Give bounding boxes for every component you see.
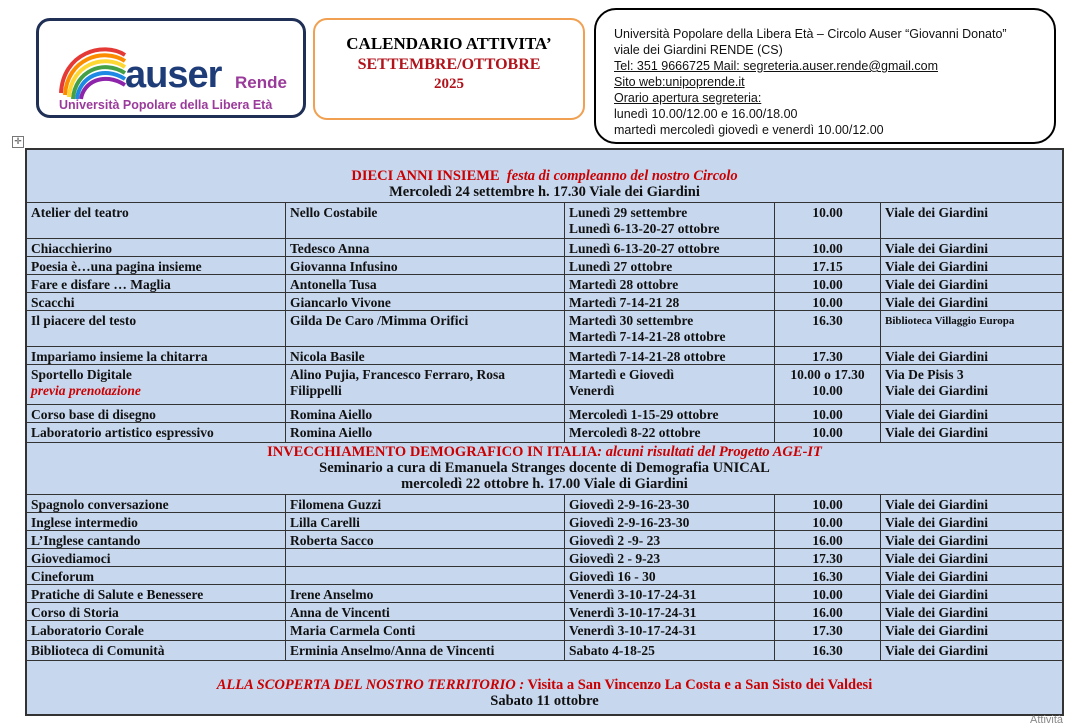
place-cell <box>881 513 1062 530</box>
title-box <box>313 18 585 120</box>
dates-cell <box>565 257 775 274</box>
time-cell <box>775 311 881 346</box>
banner2-title: INVECCHIAMENTO DEMOGRAFICO IN ITALIA <box>267 444 598 460</box>
course-cell <box>27 549 286 566</box>
time-cell <box>775 549 881 566</box>
place-cell <box>881 405 1062 422</box>
dates-cell <box>565 203 775 238</box>
dates-cell-text: Giovedì 2 -9- 23 <box>569 533 661 548</box>
place-cell-text: Viale dei Giardini <box>885 605 989 620</box>
info-line6: lunedì 10.00/12.00 e 16.00/18.00 <box>614 107 798 121</box>
dates-cell <box>565 405 775 422</box>
time-cell <box>775 275 881 292</box>
course-cell-text: Corso di Storia <box>31 605 119 620</box>
place-cell <box>881 603 1062 620</box>
place-cell <box>881 549 1062 566</box>
logo-box <box>36 18 306 118</box>
course-cell-text: Spagnolo conversazione <box>31 497 169 512</box>
course-cell <box>27 531 286 548</box>
table-move-handle-icon[interactable]: ✛ <box>12 136 24 148</box>
place-cell-text: Via De Pisis 3 <box>885 367 964 382</box>
teacher-cell-text: Maria Carmela Conti <box>290 623 416 638</box>
teacher-cell <box>286 531 565 548</box>
course-cell-text: Giovediamoci <box>31 551 111 566</box>
place-cell-text: Viale dei Giardini <box>885 623 989 638</box>
banner3-title: ALLA SCOPERTA DEL NOSTRO TERRITORIO : <box>216 677 525 693</box>
time-cell-text: 17.30 <box>812 349 843 364</box>
course-cell-text: Poesia è…una pagina insieme <box>31 259 202 274</box>
teacher-cell <box>286 423 565 442</box>
time-cell <box>775 423 881 442</box>
time-cell-text: 16.30 <box>812 643 843 658</box>
banner-anniversary <box>27 168 1062 200</box>
teacher-cell <box>286 203 565 238</box>
table-row <box>27 274 1062 292</box>
teacher-cell-text: Filomena Guzzi <box>290 497 382 512</box>
dates-cell <box>565 311 775 346</box>
info-line3[interactable]: Tel: 351 9666725 Mail: segreteria.auser.rende@gmail.com <box>614 59 938 73</box>
dates-cell-text: Lunedì 27 ottobre <box>569 259 673 274</box>
table-row <box>27 422 1062 442</box>
table-row <box>27 404 1062 422</box>
place-cell-text: Viale dei Giardini <box>885 349 989 364</box>
banner1-title: DIECI ANNI INSIEME <box>351 168 500 184</box>
teacher-cell <box>286 239 565 256</box>
dates-cell <box>565 513 775 530</box>
info-line1: Università Popolare della Libera Età – Circolo Auser “Giovanni Donato” <box>614 27 1007 41</box>
table-row <box>27 548 1062 566</box>
dates-cell-text: Sabato 4-18-25 <box>569 643 655 658</box>
place-cell <box>881 621 1062 640</box>
dates-cell <box>565 531 775 548</box>
teacher-cell-text: Gilda De Caro /Mimma Orifici <box>290 313 469 328</box>
dates-cell <box>565 641 775 660</box>
dates-cell-text: Martedì 7-14-21-28 ottobre <box>569 329 726 344</box>
dates-cell-text: Mercoledì 8-22 ottobre <box>569 425 701 440</box>
table-row <box>27 620 1062 640</box>
title-line1: CALENDARIO ATTIVITA’ <box>346 34 552 53</box>
teacher-cell-text: Erminia Anselmo/Anna de Vincenti <box>290 643 495 658</box>
teacher-cell-text: Alino Pujia, Francesco Ferraro, Rosa <box>290 367 505 382</box>
course-cell-text: Atelier del teatro <box>31 205 129 220</box>
teacher-cell <box>286 603 565 620</box>
course-cell-text: Scacchi <box>31 295 75 310</box>
dates-cell-text: Martedì e Giovedì <box>569 367 674 382</box>
teacher-cell <box>286 585 565 602</box>
table-row <box>27 364 1062 404</box>
course-cell-text: Inglese intermedio <box>31 515 138 530</box>
teacher-cell-text: Giancarlo Vivone <box>290 295 391 310</box>
time-cell-text: 10.00 <box>812 295 843 310</box>
banner2-title-italic: : alcuni risultati del Progetto AGE-IT <box>597 444 822 460</box>
time-cell <box>775 531 881 548</box>
course-cell <box>27 621 286 640</box>
dates-cell-text: Giovedì 2 - 9-23 <box>569 551 661 566</box>
place-cell <box>881 365 1062 404</box>
dates-cell-text: Lunedì 29 settembre <box>569 205 688 220</box>
table-row <box>27 238 1062 256</box>
banner-trip <box>27 660 1062 709</box>
course-cell-text: Il piacere del testo <box>31 313 137 328</box>
table-row <box>27 256 1062 274</box>
course-cell-text: Impariamo insieme la chitarra <box>31 349 208 364</box>
dates-cell-text: Martedì 7-14-21-28 ottobre <box>569 349 726 364</box>
info-line4[interactable]: Sito web:unipoprende.it <box>614 75 745 89</box>
course-cell <box>27 641 286 660</box>
title-line3: 2025 <box>434 76 464 92</box>
course-cell <box>27 495 286 512</box>
table-row <box>27 602 1062 620</box>
teacher-cell <box>286 347 565 364</box>
place-cell-text: Viale dei Giardini <box>885 205 989 220</box>
time-cell-text: 10.00 <box>812 241 843 256</box>
teacher-cell-text: Irene Anselmo <box>290 587 374 602</box>
rainbow-arc-icon <box>53 33 133 103</box>
time-cell-text: 10.00 <box>812 587 843 602</box>
logo-city: Rende <box>235 73 287 92</box>
info-line5: Orario apertura segreteria: <box>614 91 762 105</box>
course-cell-text: Sportello Digitale <box>31 367 132 382</box>
course-cell-text: Corso base di disegno <box>31 407 156 422</box>
teacher-cell-text: Anna de Vincenti <box>290 605 390 620</box>
dates-cell-text: Lunedì 6-13-20-27 ottobre <box>569 241 720 256</box>
place-cell <box>881 257 1062 274</box>
place-cell-text: Viale dei Giardini <box>885 259 989 274</box>
teacher-cell-text: Lilla Carelli <box>290 515 360 530</box>
time-cell <box>775 203 881 238</box>
dates-cell-text: Giovedì 2-9-16-23-30 <box>569 515 690 530</box>
course-cell-text: Cineforum <box>31 569 94 584</box>
dates-cell <box>565 549 775 566</box>
time-cell <box>775 513 881 530</box>
dates-cell <box>565 603 775 620</box>
course-cell-text: Pratiche di Salute e Benessere <box>31 587 204 602</box>
course-cell <box>27 365 286 404</box>
place-cell-text: Viale dei Giardini <box>885 295 989 310</box>
course-cell <box>27 405 286 422</box>
place-cell <box>881 567 1062 584</box>
dates-cell-text: Martedì 7-14-21 28 <box>569 295 680 310</box>
teacher-cell-text: Giovanna Infusino <box>290 259 398 274</box>
contact-info-box <box>594 8 1056 144</box>
time-cell-text: 10.00 <box>812 277 843 292</box>
time-cell-text: 10.00 <box>812 497 843 512</box>
time-cell <box>775 365 881 404</box>
time-cell <box>775 621 881 640</box>
place-cell <box>881 293 1062 310</box>
time-cell-text: 10.00 <box>812 515 843 530</box>
place-cell-text: Viale dei Giardini <box>885 569 989 584</box>
time-cell-text: 17.15 <box>812 259 843 274</box>
banner2-line2: Seminario a cura di Emanuela Stranges docente di Demografia UNICAL <box>319 460 770 476</box>
dates-cell <box>565 423 775 442</box>
time-cell-text: 16.30 <box>812 569 843 584</box>
teacher-cell-text: Romina Aiello <box>290 407 373 422</box>
course-cell <box>27 585 286 602</box>
time-cell-text: 16.00 <box>812 533 843 548</box>
time-cell <box>775 603 881 620</box>
footer-note: Attività <box>1030 714 1064 726</box>
teacher-cell-text: Romina Aiello <box>290 425 373 440</box>
dates-cell-text: Martedì 30 settembre <box>569 313 694 328</box>
teacher-cell-text: Filippelli <box>290 383 342 398</box>
dates-cell-text: Martedì 28 ottobre <box>569 277 679 292</box>
place-cell-text: Viale dei Giardini <box>885 587 989 602</box>
teacher-cell <box>286 275 565 292</box>
place-cell <box>881 585 1062 602</box>
time-cell <box>775 641 881 660</box>
schedule-table <box>25 148 1064 716</box>
place-cell <box>881 203 1062 238</box>
course-cell <box>27 293 286 310</box>
banner1-subtitle-italic: festa di compleanno del nostro Circolo <box>506 168 738 184</box>
dates-cell <box>565 293 775 310</box>
logo-subtitle: Università Popolare della Libera Età <box>59 98 273 112</box>
dates-cell <box>565 275 775 292</box>
course-cell <box>27 603 286 620</box>
course-cell-text: Laboratorio artistico espressivo <box>31 425 214 440</box>
time-cell-text: 16.00 <box>812 605 843 620</box>
banner2-line3: mercoledì 22 ottobre h. 17.00 Viale di Giardini <box>401 476 688 492</box>
dates-cell-text: Mercoledì 1-15-29 ottobre <box>569 407 719 422</box>
time-cell-text: 17.30 <box>812 623 843 638</box>
dates-cell-text: Venerdì 3-10-17-24-31 <box>569 587 697 602</box>
teacher-cell <box>286 621 565 640</box>
table-row <box>27 640 1062 660</box>
dates-cell-text: Venerdì 3-10-17-24-31 <box>569 623 697 638</box>
teacher-cell <box>286 293 565 310</box>
dates-cell-text: Giovedì 16 - 30 <box>569 569 656 584</box>
course-cell-text: Chiacchierino <box>31 241 112 256</box>
teacher-cell-text: Tedesco Anna <box>290 241 370 256</box>
place-cell <box>881 239 1062 256</box>
course-cell <box>27 239 286 256</box>
place-cell-text: Viale dei Giardini <box>885 533 989 548</box>
course-cell <box>27 203 286 238</box>
time-cell <box>775 567 881 584</box>
place-cell-text: Viale dei Giardini <box>885 515 989 530</box>
course-cell <box>27 423 286 442</box>
teacher-cell-text: Roberta Sacco <box>290 533 374 548</box>
course-cell <box>27 275 286 292</box>
course-cell-text: Fare e disfare … Maglia <box>31 277 171 292</box>
banner-seminar <box>27 442 1062 492</box>
teacher-cell <box>286 311 565 346</box>
course-cell-text: Laboratorio Corale <box>31 623 144 638</box>
time-cell-text: 10.00 <box>812 205 843 220</box>
place-cell-text: Viale dei Giardini <box>885 277 989 292</box>
time-cell-text: 17.30 <box>812 551 843 566</box>
dates-cell-text: Giovedì 2-9-16-23-30 <box>569 497 690 512</box>
table-row <box>27 584 1062 602</box>
dates-cell <box>565 621 775 640</box>
place-cell-text: Viale dei Giardini <box>885 241 989 256</box>
dates-cell <box>565 567 775 584</box>
course-cell-text: Biblioteca di Comunità <box>31 643 165 658</box>
table-row <box>27 310 1062 346</box>
place-cell <box>881 641 1062 660</box>
place-cell-text: Viale dei Giardini <box>885 383 989 398</box>
logo-word: auser <box>125 54 222 96</box>
place-cell-text: Viale dei Giardini <box>885 643 989 658</box>
place-cell <box>881 347 1062 364</box>
teacher-cell <box>286 513 565 530</box>
dates-cell-text: Lunedì 6-13-20-27 ottobre <box>569 221 720 236</box>
title-line2: SETTEMBRE/OTTOBRE <box>357 56 541 73</box>
time-cell-text: 10.00 o 17.30 <box>790 367 865 382</box>
time-cell <box>775 585 881 602</box>
place-cell <box>881 531 1062 548</box>
banner3-date: Sabato 11 ottobre <box>490 693 599 709</box>
teacher-cell <box>286 257 565 274</box>
time-cell-text: 10.00 <box>812 383 843 398</box>
course-cell-text: previa prenotazione <box>31 383 141 398</box>
place-cell-text: Viale dei Giardini <box>885 497 989 512</box>
time-cell <box>775 257 881 274</box>
time-cell-text: 10.00 <box>812 407 843 422</box>
time-cell <box>775 405 881 422</box>
course-cell <box>27 347 286 364</box>
place-cell <box>881 275 1062 292</box>
place-cell-text: Viale dei Giardini <box>885 407 989 422</box>
teacher-cell <box>286 495 565 512</box>
table-row <box>27 530 1062 548</box>
table-row <box>27 202 1062 238</box>
dates-cell <box>565 365 775 404</box>
place-cell-text: Biblioteca Villaggio Europa <box>885 315 1015 327</box>
info-line2: viale dei Giardini RENDE (CS) <box>614 43 783 57</box>
teacher-cell <box>286 405 565 422</box>
table-row <box>27 494 1062 512</box>
teacher-cell <box>286 641 565 660</box>
time-cell <box>775 293 881 310</box>
teacher-cell <box>286 549 565 566</box>
time-cell <box>775 495 881 512</box>
info-line7: martedì mercoledì giovedì e venerdì 10.00/12.00 <box>614 123 884 137</box>
teacher-cell <box>286 365 565 404</box>
dates-cell <box>565 585 775 602</box>
time-cell <box>775 239 881 256</box>
place-cell <box>881 423 1062 442</box>
place-cell-text: Viale dei Giardini <box>885 551 989 566</box>
time-cell <box>775 347 881 364</box>
teacher-cell-text: Nello Costabile <box>290 205 378 220</box>
course-cell <box>27 567 286 584</box>
place-cell-text: Viale dei Giardini <box>885 425 989 440</box>
dates-cell <box>565 495 775 512</box>
table-row <box>27 292 1062 310</box>
course-cell <box>27 311 286 346</box>
teacher-cell-text: Nicola Basile <box>290 349 365 364</box>
dates-cell <box>565 239 775 256</box>
course-cell-text: L’Inglese cantando <box>31 533 141 548</box>
time-cell-text: 16.30 <box>812 313 843 328</box>
place-cell <box>881 311 1062 346</box>
teacher-cell-text: Antonella Tusa <box>290 277 377 292</box>
dates-cell <box>565 347 775 364</box>
banner1-date: Mercoledì 24 settembre h. 17.30 Viale dei Giardini <box>389 184 700 200</box>
table-row <box>27 566 1062 584</box>
place-cell <box>881 495 1062 512</box>
dates-cell-text: Venerdì <box>569 383 615 398</box>
teacher-cell <box>286 567 565 584</box>
table-row <box>27 346 1062 364</box>
dates-cell-text: Venerdì 3-10-17-24-31 <box>569 605 697 620</box>
course-cell <box>27 257 286 274</box>
banner3-subtitle: Visita a San Vincenzo La Costa e a San Sisto dei Valdesi <box>524 677 873 693</box>
table-row <box>27 512 1062 530</box>
course-cell <box>27 513 286 530</box>
time-cell-text: 10.00 <box>812 425 843 440</box>
